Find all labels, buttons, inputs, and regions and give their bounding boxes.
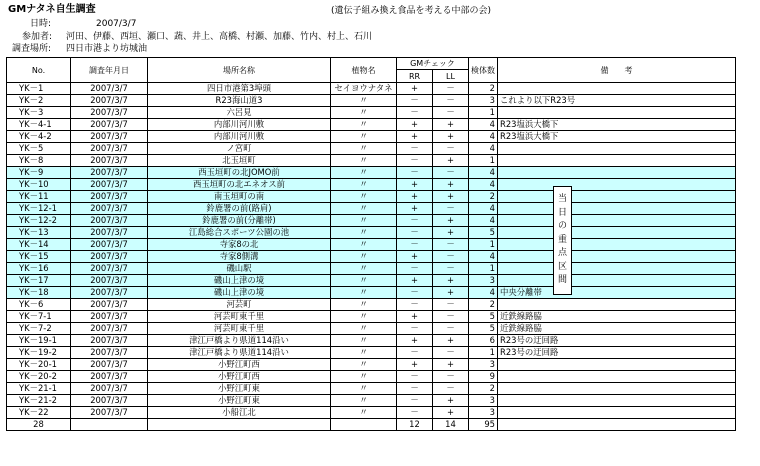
cell-rr: － — [397, 95, 433, 107]
cell-ll: － — [433, 263, 469, 275]
survey-table — [6, 57, 736, 431]
cell-remarks: R23号の迂回路 — [498, 335, 736, 347]
cell-rr: + — [397, 335, 433, 347]
cell-place: 内部川河川敷 — [148, 119, 331, 131]
table-row — [7, 275, 736, 287]
organization-label: (遺伝子組み換え食品を考える中部の会) — [331, 6, 492, 16]
cell-count: 1 — [469, 155, 498, 167]
note-char: 間 — [557, 275, 567, 286]
header-remarks: 備 考 — [498, 58, 736, 83]
table-row — [7, 287, 736, 299]
cell-rr: + — [397, 275, 433, 287]
cell-remarks — [498, 395, 736, 407]
cell-remarks — [498, 359, 736, 371]
cell-no: YK－1 — [7, 83, 71, 95]
cell-plant: 〃 — [331, 131, 397, 143]
table-row — [7, 167, 736, 179]
totals-row — [7, 419, 736, 431]
table-row — [7, 215, 736, 227]
cell-ll: + — [433, 179, 469, 191]
table-row — [7, 143, 736, 155]
cell-plant: 〃 — [331, 407, 397, 419]
cell-plant: 〃 — [331, 383, 397, 395]
cell-ll: － — [433, 311, 469, 323]
cell-remarks — [498, 107, 736, 119]
cell-place: 鈴鹿署の前(路肩) — [148, 203, 331, 215]
cell-date: 2007/3/7 — [71, 179, 148, 191]
header-ll: LL — [433, 70, 469, 83]
cell-rr: + — [397, 191, 433, 203]
cell-rr: + — [397, 179, 433, 191]
cell-plant: 〃 — [331, 167, 397, 179]
cell-remarks — [498, 203, 736, 215]
cell-ll: － — [433, 167, 469, 179]
cell-count: 2 — [469, 383, 498, 395]
place-value: 四日市港より坊城油 — [66, 44, 148, 54]
header-no: No. — [7, 58, 71, 83]
table-row — [7, 191, 736, 203]
cell-ll: + — [433, 275, 469, 287]
cell-plant: 〃 — [331, 287, 397, 299]
cell-rr: － — [397, 143, 433, 155]
cell-remarks — [498, 299, 736, 311]
cell-plant: 〃 — [331, 143, 397, 155]
cell-date: 2007/3/7 — [71, 395, 148, 407]
cell-plant: 〃 — [331, 191, 397, 203]
cell-ll: － — [433, 83, 469, 95]
cell-remarks: R23塩浜大橋下 — [498, 131, 736, 143]
cell-rr: － — [397, 407, 433, 419]
cell-date: 2007/3/7 — [71, 359, 148, 371]
cell-remarks: 近鉄線路脇 — [498, 311, 736, 323]
cell-remarks — [498, 275, 736, 287]
cell-remarks: 近鉄線路脇 — [498, 323, 736, 335]
cell-plant: 〃 — [331, 203, 397, 215]
cell-ll: － — [433, 371, 469, 383]
total-remarks — [498, 419, 736, 431]
cell-rr: － — [397, 155, 433, 167]
place-label: 調査場所: — [12, 44, 52, 54]
cell-remarks — [498, 179, 736, 191]
cell-date: 2007/3/7 — [71, 119, 148, 131]
header-place: 場所名称 — [148, 58, 331, 83]
cell-count: 4 — [469, 119, 498, 131]
cell-ll: － — [433, 347, 469, 359]
cell-ll: + — [433, 335, 469, 347]
table-row — [7, 83, 736, 95]
cell-date: 2007/3/7 — [71, 383, 148, 395]
cell-remarks — [498, 239, 736, 251]
cell-ll: + — [433, 131, 469, 143]
cell-plant: 〃 — [331, 299, 397, 311]
cell-rr: － — [397, 167, 433, 179]
cell-remarks — [498, 167, 736, 179]
cell-count: 1 — [469, 107, 498, 119]
cell-plant: 〃 — [331, 119, 397, 131]
cell-date: 2007/3/7 — [71, 203, 148, 215]
cell-place: 小野江町東 — [148, 395, 331, 407]
cell-place: 寺家8の北 — [148, 239, 331, 251]
cell-plant: 〃 — [331, 323, 397, 335]
cell-count: 5 — [469, 227, 498, 239]
cell-rr: － — [397, 107, 433, 119]
cell-date: 2007/3/7 — [71, 227, 148, 239]
cell-place: 西玉垣町の北エネオス前 — [148, 179, 331, 191]
total-place — [148, 419, 331, 431]
cell-count: 3 — [469, 95, 498, 107]
cell-no: YK－14 — [7, 239, 71, 251]
cell-date: 2007/3/7 — [71, 239, 148, 251]
cell-ll: － — [433, 239, 469, 251]
cell-place: 北玉垣町 — [148, 155, 331, 167]
note-char: 日 — [557, 207, 567, 218]
cell-ll: － — [433, 383, 469, 395]
cell-rr: － — [397, 347, 433, 359]
cell-no: YK－17 — [7, 275, 71, 287]
cell-count: 4 — [469, 215, 498, 227]
note-char: 点 — [557, 248, 567, 259]
cell-ll: + — [433, 395, 469, 407]
cell-no: YK－13 — [7, 227, 71, 239]
cell-place: 磯山駅 — [148, 263, 331, 275]
cell-date: 2007/3/7 — [71, 191, 148, 203]
header-rr: RR — [397, 70, 433, 83]
cell-place: 小野江町東 — [148, 383, 331, 395]
cell-ll: － — [433, 143, 469, 155]
table-row — [7, 263, 736, 275]
cell-remarks — [498, 407, 736, 419]
cell-ll: + — [433, 191, 469, 203]
cell-count: 2 — [469, 83, 498, 95]
cell-ll: － — [433, 203, 469, 215]
cell-no: YK－2 — [7, 95, 71, 107]
cell-count: 4 — [469, 179, 498, 191]
cell-date: 2007/3/7 — [71, 323, 148, 335]
total-no: 28 — [7, 419, 71, 431]
cell-no: YK－12-1 — [7, 203, 71, 215]
cell-plant: 〃 — [331, 359, 397, 371]
cell-rr: + — [397, 311, 433, 323]
table-row — [7, 155, 736, 167]
cell-remarks: R23号の迂回路 — [498, 347, 736, 359]
cell-count: 4 — [469, 203, 498, 215]
cell-count: 4 — [469, 167, 498, 179]
cell-remarks — [498, 155, 736, 167]
cell-ll: － — [433, 251, 469, 263]
cell-ll: + — [433, 227, 469, 239]
cell-place: 南玉垣町の南 — [148, 191, 331, 203]
header-plant: 植物名 — [331, 58, 397, 83]
cell-place: 小野江町西 — [148, 359, 331, 371]
table-row — [7, 395, 736, 407]
cell-ll: + — [433, 155, 469, 167]
table-row — [7, 131, 736, 143]
cell-remarks: これより以下R23号 — [498, 95, 736, 107]
cell-no: YK－8 — [7, 155, 71, 167]
cell-date: 2007/3/7 — [71, 335, 148, 347]
cell-date: 2007/3/7 — [71, 407, 148, 419]
cell-rr: － — [397, 299, 433, 311]
cell-no: YK－5 — [7, 143, 71, 155]
cell-rr: － — [397, 239, 433, 251]
cell-count: 4 — [469, 143, 498, 155]
cell-date: 2007/3/7 — [71, 347, 148, 359]
cell-rr: － — [397, 371, 433, 383]
cell-remarks: R23塩浜大橋下 — [498, 119, 736, 131]
total-count: 95 — [469, 419, 498, 431]
cell-no: YK－11 — [7, 191, 71, 203]
cell-date: 2007/3/7 — [71, 311, 148, 323]
cell-date: 2007/3/7 — [71, 155, 148, 167]
cell-count: 4 — [469, 251, 498, 263]
cell-no: YK－4-1 — [7, 119, 71, 131]
cell-plant: 〃 — [331, 251, 397, 263]
cell-count: 5 — [469, 311, 498, 323]
cell-date: 2007/3/7 — [71, 143, 148, 155]
cell-plant: 〃 — [331, 107, 397, 119]
table-row — [7, 107, 736, 119]
cell-place: 河芸町東千里 — [148, 311, 331, 323]
note-char: の — [557, 221, 567, 232]
cell-date: 2007/3/7 — [71, 215, 148, 227]
cell-plant: 〃 — [331, 239, 397, 251]
cell-rr: + — [397, 359, 433, 371]
cell-place: 西玉垣町の北JOMO前 — [148, 167, 331, 179]
header-gm-check: GMチェック — [397, 58, 469, 70]
total-date — [71, 419, 148, 431]
cell-date: 2007/3/7 — [71, 107, 148, 119]
total-rr: 12 — [397, 419, 433, 431]
cell-ll: + — [433, 215, 469, 227]
cell-place: 磯山上津の境 — [148, 287, 331, 299]
cell-no: YK－7-1 — [7, 311, 71, 323]
cell-plant: 〃 — [331, 263, 397, 275]
cell-date: 2007/3/7 — [71, 371, 148, 383]
cell-place: ノ宮町 — [148, 143, 331, 155]
table-row — [7, 203, 736, 215]
table-row — [7, 347, 736, 359]
note-char: 当 — [557, 194, 567, 205]
note-char: 区 — [557, 261, 567, 272]
cell-rr: － — [397, 287, 433, 299]
cell-count: 9 — [469, 371, 498, 383]
table-row — [7, 179, 736, 191]
participants-label: 参加者: — [22, 32, 53, 42]
cell-plant: 〃 — [331, 395, 397, 407]
table-row — [7, 383, 736, 395]
cell-rr: － — [397, 227, 433, 239]
cell-date: 2007/3/7 — [71, 263, 148, 275]
cell-place: 河芸町 — [148, 299, 331, 311]
header-date: 調査年月日 — [71, 58, 148, 83]
table-row — [7, 335, 736, 347]
table-row — [7, 359, 736, 371]
cell-date: 2007/3/7 — [71, 251, 148, 263]
table-row — [7, 119, 736, 131]
cell-ll: + — [433, 359, 469, 371]
cell-remarks — [498, 251, 736, 263]
cell-no: YK－4-2 — [7, 131, 71, 143]
cell-place: R23海山道3 — [148, 95, 331, 107]
cell-plant: 〃 — [331, 179, 397, 191]
cell-place: 四日市港第3埠頭 — [148, 83, 331, 95]
cell-date: 2007/3/7 — [71, 299, 148, 311]
cell-place: 小野江町西 — [148, 371, 331, 383]
cell-no: YK－9 — [7, 167, 71, 179]
cell-no: YK－22 — [7, 407, 71, 419]
cell-place: 寺家8側溝 — [148, 251, 331, 263]
cell-rr: － — [397, 263, 433, 275]
table-row — [7, 251, 736, 263]
cell-no: YK－15 — [7, 251, 71, 263]
cell-rr: + — [397, 203, 433, 215]
total-plant — [331, 419, 397, 431]
cell-rr: － — [397, 395, 433, 407]
cell-count: 5 — [469, 323, 498, 335]
cell-rr: － — [397, 383, 433, 395]
cell-plant: セイヨウナタネ — [331, 83, 397, 95]
cell-no: YK－18 — [7, 287, 71, 299]
cell-no: YK－21-2 — [7, 395, 71, 407]
cell-ll: + — [433, 119, 469, 131]
cell-remarks — [498, 383, 736, 395]
table-row — [7, 407, 736, 419]
cell-place: 小船江北 — [148, 407, 331, 419]
cell-count: 4 — [469, 287, 498, 299]
cell-no: YK－19-1 — [7, 335, 71, 347]
cell-no: YK－3 — [7, 107, 71, 119]
cell-remarks — [498, 83, 736, 95]
cell-no: YK－19-2 — [7, 347, 71, 359]
cell-remarks — [498, 143, 736, 155]
cell-rr: + — [397, 131, 433, 143]
cell-remarks — [498, 191, 736, 203]
cell-count: 3 — [469, 359, 498, 371]
cell-count: 4 — [469, 131, 498, 143]
cell-place: 六呂見 — [148, 107, 331, 119]
cell-plant: 〃 — [331, 275, 397, 287]
cell-place: 津江戸橋より県道114沿い — [148, 335, 331, 347]
cell-place: 内部川河川敷 — [148, 131, 331, 143]
cell-date: 2007/3/7 — [71, 275, 148, 287]
cell-count: 6 — [469, 335, 498, 347]
cell-plant: 〃 — [331, 311, 397, 323]
priority-section-note — [553, 186, 572, 295]
table-row — [7, 311, 736, 323]
cell-remarks — [498, 263, 736, 275]
cell-plant: 〃 — [331, 95, 397, 107]
cell-ll: － — [433, 323, 469, 335]
table-row — [7, 299, 736, 311]
cell-no: YK－10 — [7, 179, 71, 191]
cell-no: YK－16 — [7, 263, 71, 275]
table-row — [7, 323, 736, 335]
table-header-row — [7, 58, 736, 70]
header-count: 検体数 — [469, 58, 498, 83]
cell-place: 江島総合スポーツ公園の池 — [148, 227, 331, 239]
table-row — [7, 95, 736, 107]
cell-place: 津江戸橋より県道114沿い — [148, 347, 331, 359]
total-ll: 14 — [433, 419, 469, 431]
cell-no: YK－12-2 — [7, 215, 71, 227]
cell-count: 3 — [469, 407, 498, 419]
cell-date: 2007/3/7 — [71, 83, 148, 95]
cell-remarks: 中央分離帯 — [498, 287, 736, 299]
cell-count: 1 — [469, 239, 498, 251]
cell-plant: 〃 — [331, 347, 397, 359]
participants-value: 河田、伊藤、西垣、瀬口、蔬、井上、高橋、村瀬、加藤、竹内、村上、石川 — [66, 32, 373, 42]
cell-plant: 〃 — [331, 335, 397, 347]
note-char: 重 — [557, 234, 567, 245]
cell-remarks — [498, 371, 736, 383]
cell-place: 河芸町東千里 — [148, 323, 331, 335]
cell-remarks — [498, 227, 736, 239]
cell-count: 2 — [469, 191, 498, 203]
cell-date: 2007/3/7 — [71, 287, 148, 299]
cell-count: 3 — [469, 275, 498, 287]
date-value: 2007/3/7 — [96, 19, 137, 29]
cell-count: 3 — [469, 395, 498, 407]
cell-count: 1 — [469, 263, 498, 275]
cell-place: 鈴鹿署の前(分離帯) — [148, 215, 331, 227]
cell-no: YK－21-1 — [7, 383, 71, 395]
cell-count: 1 — [469, 347, 498, 359]
cell-ll: － — [433, 299, 469, 311]
report-title: GMナタネ自生調査 — [8, 4, 96, 15]
cell-rr: + — [397, 119, 433, 131]
cell-plant: 〃 — [331, 155, 397, 167]
cell-no: YK－20-1 — [7, 359, 71, 371]
cell-count: 2 — [469, 299, 498, 311]
cell-no: YK－7-2 — [7, 323, 71, 335]
cell-plant: 〃 — [331, 227, 397, 239]
cell-remarks — [498, 215, 736, 227]
cell-plant: 〃 — [331, 371, 397, 383]
cell-ll: － — [433, 107, 469, 119]
cell-ll: － — [433, 95, 469, 107]
cell-ll: + — [433, 407, 469, 419]
cell-ll: + — [433, 287, 469, 299]
date-label: 日時: — [30, 19, 52, 29]
table-row — [7, 227, 736, 239]
cell-rr: － — [397, 323, 433, 335]
cell-rr: + — [397, 83, 433, 95]
cell-no: YK－20-2 — [7, 371, 71, 383]
table-row — [7, 239, 736, 251]
cell-rr: + — [397, 251, 433, 263]
cell-date: 2007/3/7 — [71, 167, 148, 179]
cell-rr: － — [397, 215, 433, 227]
cell-date: 2007/3/7 — [71, 131, 148, 143]
table-row — [7, 371, 736, 383]
cell-no: YK－6 — [7, 299, 71, 311]
cell-place: 磯山上津の境 — [148, 275, 331, 287]
cell-plant: 〃 — [331, 215, 397, 227]
cell-date: 2007/3/7 — [71, 95, 148, 107]
